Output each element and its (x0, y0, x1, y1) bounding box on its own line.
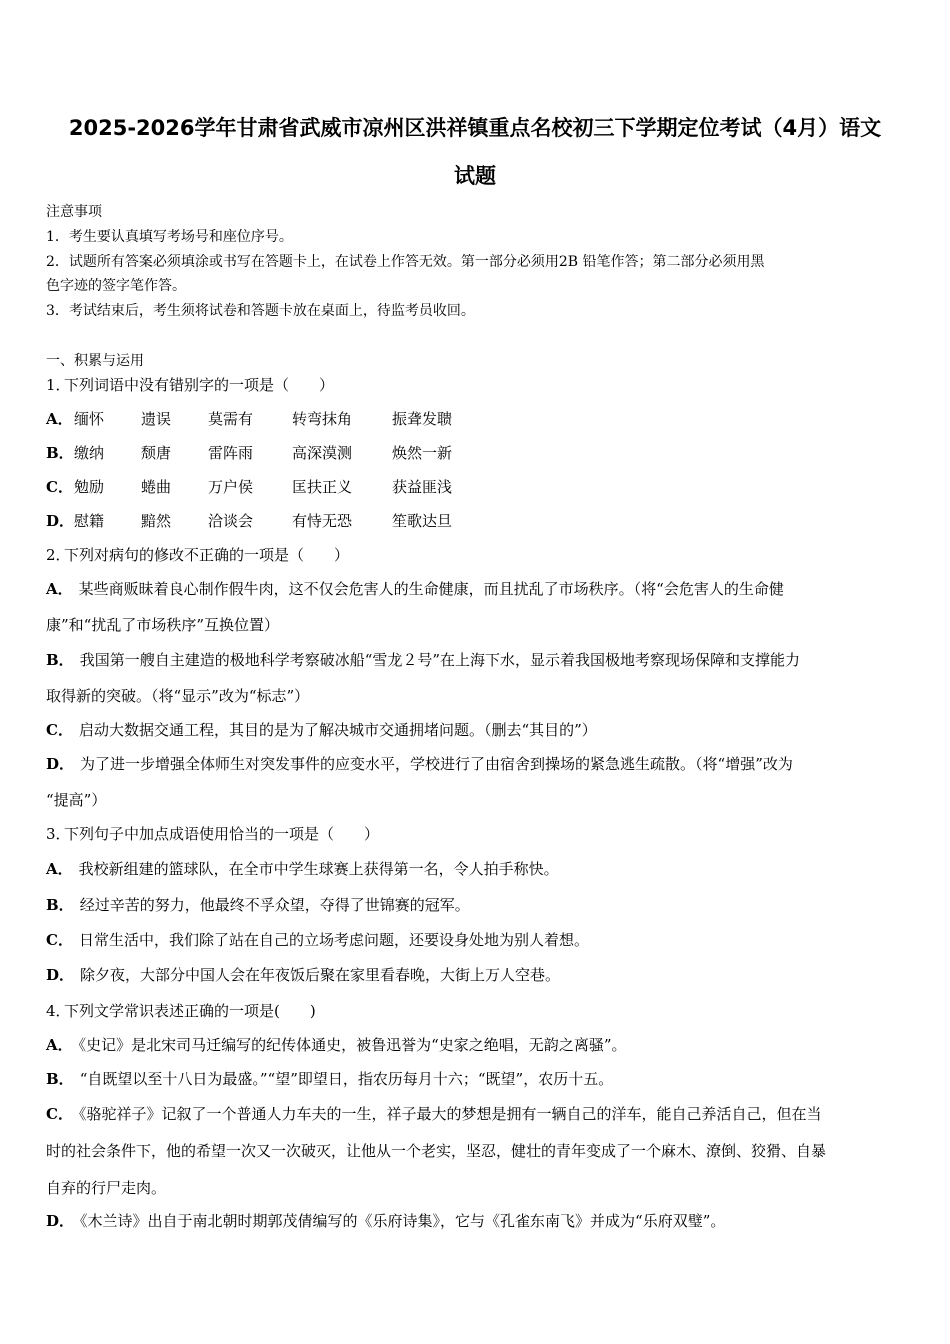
question-text: 下列对病句的修改不正确的一项是（ ） (64, 546, 350, 564)
option-label: C． (46, 1105, 73, 1123)
option-word: 焕然一新 (392, 444, 453, 462)
option-text: 我国第一艘自主建造的极地科学考察破冰船“雪龙２号”在上海下水，显示着我国极地考察现场保障和支撑能力 (79, 651, 801, 669)
option-label: C． (46, 721, 73, 739)
option-label: D． (46, 1212, 75, 1230)
option-label: B． (46, 1070, 74, 1088)
notes-item: 色字迹的签字笔作答。 (46, 278, 186, 294)
q3-option-c (46, 930, 906, 950)
notes-item: 2．试题所有答案必须填涂或书写在答题卡上，在试卷上作答无效。第一部分必须用2B 铅笔作答；第二部分必须用黑 (46, 254, 765, 270)
option-word: 匡扶正义 (292, 478, 353, 496)
question-number: 2． (46, 546, 71, 564)
option-word: 获益匪浅 (392, 478, 453, 496)
q4-option-c-line1 (46, 1104, 906, 1124)
option-label: D． (46, 755, 75, 773)
q1-option-a (46, 409, 906, 429)
option-word: 万户侯 (208, 478, 254, 496)
q1-option-d (46, 511, 906, 531)
option-text: 《史记》是北宋司马迁编写的纪传体通史，被鲁迅誉为“史家之绝唱，无韵之离骚”。 (78, 1036, 627, 1054)
option-label: A． (46, 1036, 73, 1054)
question-text: 下列词语中没有错别字的一项是（ ） (64, 376, 335, 394)
question-text: 下列文学常识表述正确的一项是( ) (64, 1002, 316, 1020)
question-3 (46, 824, 379, 844)
option-text: 经过辛苦的努力，他最终不孚众望，夺得了世锦赛的冠军。 (79, 896, 470, 914)
option-text: 我校新组建的篮球队，在全市中学生球赛上获得第一名，令人拍手称快。 (78, 860, 559, 878)
exam-title-line1: 2025-2026学年甘肃省武威市凉州区洪祥镇重点名校初三下学期定位考试（4月）语文 (68, 116, 882, 140)
q2-option-a-line1 (46, 579, 906, 599)
q2-option-c-line1 (46, 720, 906, 740)
q3-option-b (46, 895, 906, 915)
option-text: 除夕夜，大部分中国人会在年夜饭后聚在家里看春晚，大街上万人空巷。 (80, 966, 561, 984)
option-word: 洽谈会 (208, 512, 254, 530)
option-label: A． (46, 410, 73, 428)
option-word: 颓唐 (141, 444, 172, 462)
option-word: 缴纳 (74, 444, 105, 462)
option-text: 日常生活中，我们除了站在自己的立场考虑问题，还要设身处地为别人着想。 (78, 931, 589, 949)
option-text: 《木兰诗》出自于南北朝时期郭茂倩编写的《乐府诗集》，它与《孔雀东南飞》并成为“乐府双璧”。 (80, 1212, 726, 1230)
q2-option-a-line2: 康”和“扰乱了市场秩序”互换位置） (46, 616, 280, 634)
option-label: B． (46, 651, 74, 669)
notes-item: 1．考生要认真填写考场号和座位序号。 (46, 229, 293, 245)
q1-option-c (46, 477, 906, 497)
q4-option-c-line2: 时的社会条件下，他的希望一次又一次破灭，让他从一个老实，坚忍，健壮的青年变成了一个麻木、潦倒、狡猾、自暴 (46, 1142, 827, 1160)
option-word: 蜷曲 (141, 478, 172, 496)
option-label: A． (46, 580, 73, 598)
option-word: 有恃无恐 (292, 512, 353, 530)
question-2 (46, 545, 349, 565)
q4-option-a (46, 1035, 906, 1055)
option-text: 某些商贩昧着良心制作假牛肉，这不仅会危害人的生命健康，而且扰乱了市场秩序。（将“会危害人的生命健 (78, 580, 784, 598)
exam-title-line2: 试题 (454, 164, 496, 188)
question-text: 下列句子中加点成语使用恰当的一项是（ ） (64, 825, 380, 843)
q4-option-c-line3: 自弃的行尸走肉。 (46, 1179, 167, 1197)
question-number: 1． (46, 376, 71, 394)
option-word: 雷阵雨 (208, 444, 254, 462)
q2-option-b-line1 (46, 650, 906, 670)
option-label: A． (46, 860, 73, 878)
option-label: C． (46, 478, 73, 496)
q4-option-b (46, 1069, 906, 1089)
option-text: 为了进一步增强全体师生对突发事件的应变水平，学校进行了由宿舍到操场的紧急逃生疏散。（将“增强”改为 (80, 755, 793, 773)
option-text: “自既望以至十八日为最盛。”“望”即望日，指农历每月十六；“既望”，农历十五。 (79, 1070, 614, 1088)
question-number: 4． (46, 1002, 71, 1020)
option-text: 启动大数据交通工程，其目的是为了解决城市交通拥堵问题。（删去“其目的”） (78, 721, 597, 739)
option-label: B． (46, 896, 74, 914)
option-label: D． (46, 966, 75, 984)
option-word: 慰籍 (74, 512, 105, 530)
section-heading: 一、积累与运用 (46, 353, 144, 369)
option-word: 转弯抹角 (292, 410, 353, 428)
q3-option-d (46, 965, 906, 985)
option-word: 笙歌达旦 (392, 512, 453, 530)
question-number: 3． (46, 825, 71, 843)
question-4 (46, 1001, 316, 1021)
q2-option-d-line2: “提高”） (46, 791, 107, 809)
option-word: 振聋发聩 (392, 410, 453, 428)
q2-option-d-line1 (46, 754, 906, 774)
option-word: 缅怀 (74, 410, 105, 428)
notes-heading: 注意事项 (46, 204, 102, 220)
option-word: 遗误 (141, 410, 172, 428)
option-label: D． (46, 512, 75, 530)
option-word: 高深漠测 (292, 444, 353, 462)
option-word: 勉励 (74, 478, 105, 496)
question-1 (46, 375, 334, 395)
notes-item: 3．考试结束后，考生须将试卷和答题卡放在桌面上，待监考员收回。 (46, 303, 475, 319)
q4-option-d (46, 1211, 906, 1231)
option-word: 莫需有 (208, 410, 254, 428)
option-label: B． (46, 444, 74, 462)
q3-option-a (46, 859, 906, 879)
option-label: C． (46, 931, 73, 949)
q2-option-b-line2: 取得新的突破。（将“显示”改为“标志”） (46, 687, 310, 705)
option-word: 黯然 (141, 512, 172, 530)
option-text: 《骆驼祥子》记叙了一个普通人力车夫的一生，祥子最大的梦想是拥有一辆自己的洋车，能自己养活自己，但在当 (78, 1105, 822, 1123)
q1-option-b (46, 443, 906, 463)
